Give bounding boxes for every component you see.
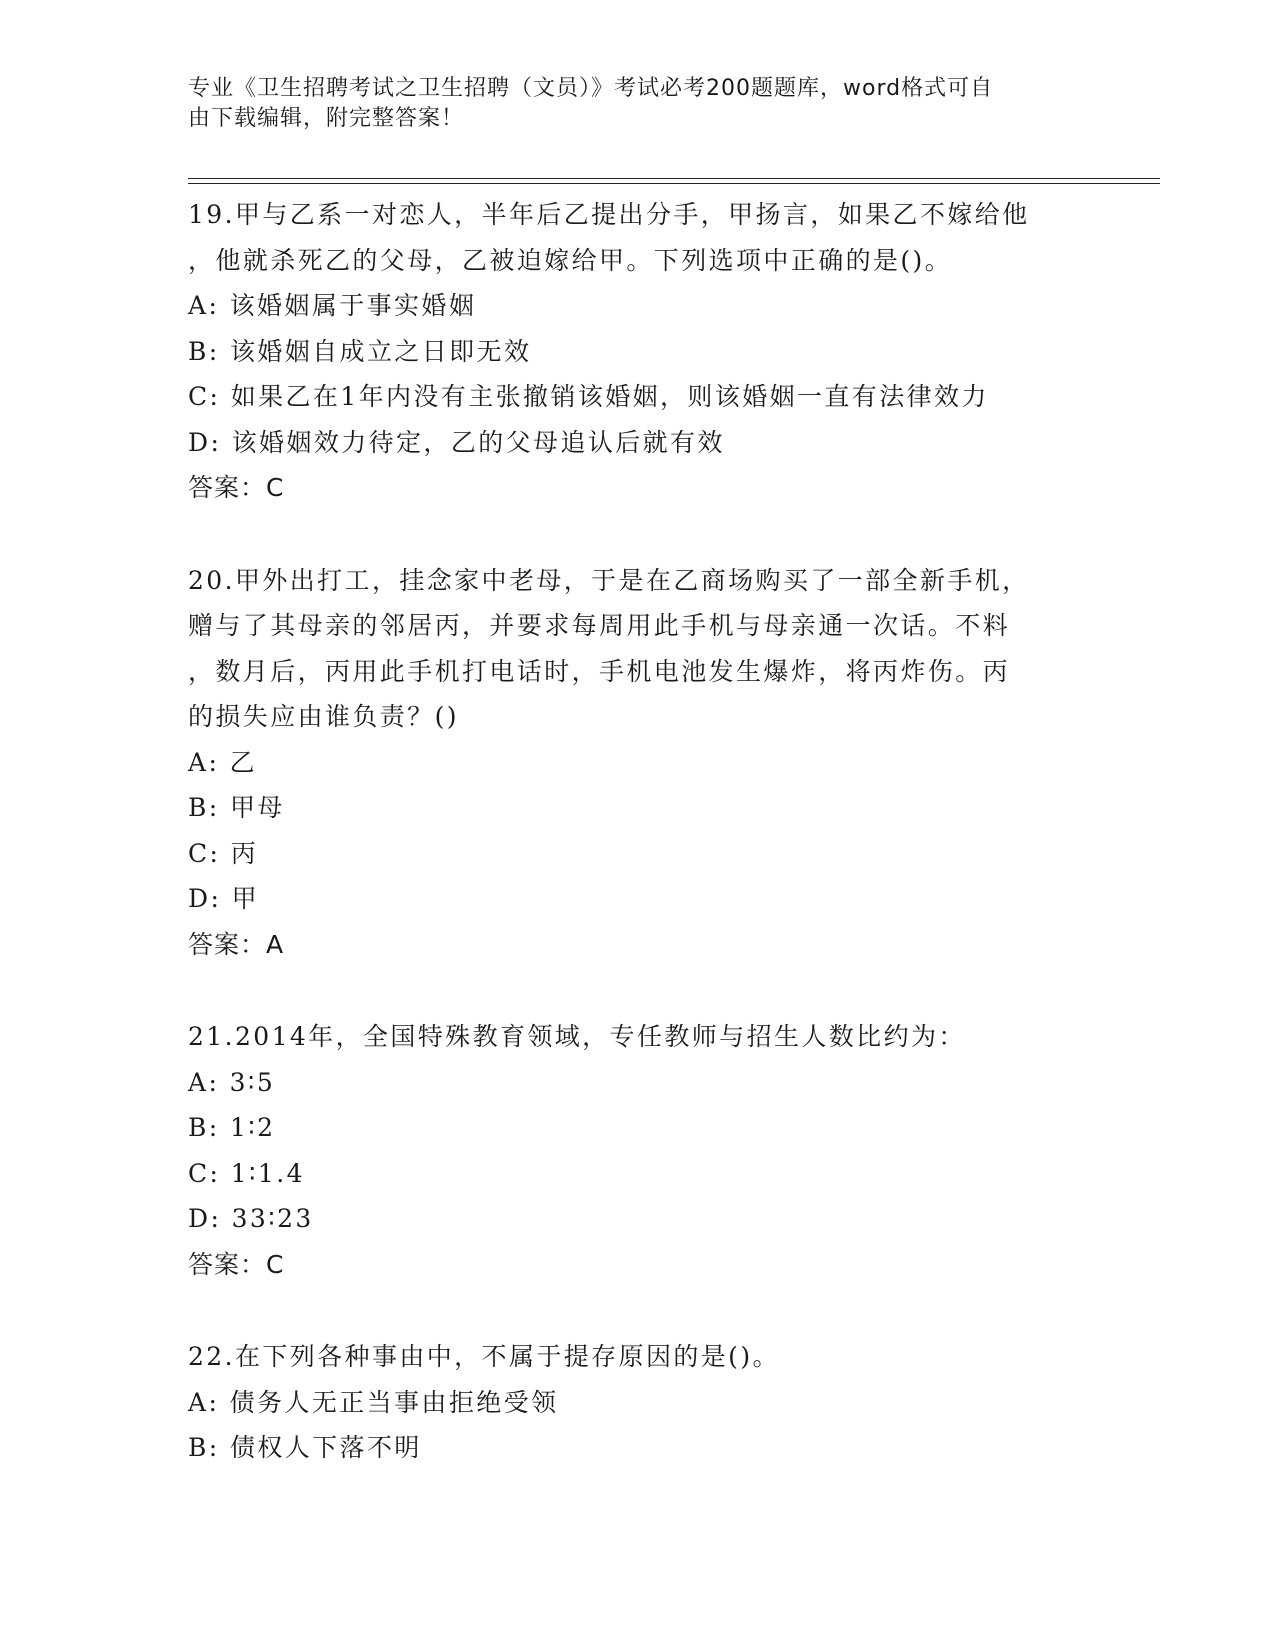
- question-stem-line: 19.甲与乙系一对恋人，半年后乙提出分手，甲扬言，如果乙不嫁给他: [188, 200, 1030, 229]
- question-stem-line: 22.在下列各种事由中，不属于提存原因的是()。: [188, 1342, 780, 1371]
- answer-line: 答案：A: [188, 929, 285, 959]
- option-d: D: 该婚姻效力待定，乙的父母追认后就有效: [188, 427, 725, 457]
- option-c: C: 1∶1.4: [188, 1158, 305, 1188]
- option-a: A: 乙: [188, 747, 258, 777]
- option-d: D: 甲: [188, 884, 260, 913]
- option-b: B: 1∶2: [188, 1113, 276, 1142]
- question-list: [188, 192, 1088, 1471]
- question-stem-line: 20.甲外出打工，挂念家中老母，于是在乙商场购买了一部全新手机，: [188, 565, 1030, 595]
- header-line-2: 由下载编辑，附完整答案！: [188, 106, 465, 131]
- option-a: A: 3∶5: [188, 1067, 276, 1097]
- option-b: B: 该婚姻自成立之日即无效: [188, 336, 532, 366]
- question-22: [188, 1334, 1088, 1471]
- header-divider-top: [188, 178, 1160, 179]
- option-c: C: 如果乙在1年内没有主张撤销该婚姻，则该婚姻一直有法律效力: [188, 382, 989, 411]
- option-c: C: 丙: [188, 838, 259, 868]
- document-header: [188, 74, 1088, 134]
- option-b: B: 甲母: [188, 793, 285, 822]
- option-b: B: 债权人下落不明: [188, 1433, 422, 1462]
- question-stem-line: ，数月后，丙用此手机打电话时，手机电池发生爆炸，将丙炸伤。丙: [188, 656, 1011, 686]
- question-19: [188, 192, 1088, 511]
- header-divider-bottom: [188, 183, 1160, 184]
- option-d: D: 33∶23: [188, 1204, 314, 1233]
- question-stem-line: 赠与了其母亲的邻居丙，并要求每周用此手机与母亲通一次话。不料: [188, 611, 1011, 640]
- option-a: A: 该婚姻属于事实婚姻: [188, 291, 477, 320]
- answer-line: 答案：C: [188, 473, 285, 502]
- question-stem-line: 的损失应由谁负责？(): [188, 702, 459, 731]
- question-stem-line: 21.2014年，全国特殊教育领域，专任教师与招生人数比约为：: [188, 1022, 966, 1051]
- question-20: [188, 558, 1088, 968]
- question-stem-line: ，他就杀死乙的父母，乙被迫嫁给甲。下列选项中正确的是()。: [188, 245, 953, 275]
- option-a: A: 债务人无正当事由拒绝受领: [188, 1387, 559, 1417]
- question-21: [188, 1014, 1088, 1287]
- answer-line: 答案：C: [188, 1249, 285, 1279]
- header-line-1: 专业《卫生招聘考试之卫生招聘（文员）》考试必考200题题库，word格式可自: [188, 76, 994, 101]
